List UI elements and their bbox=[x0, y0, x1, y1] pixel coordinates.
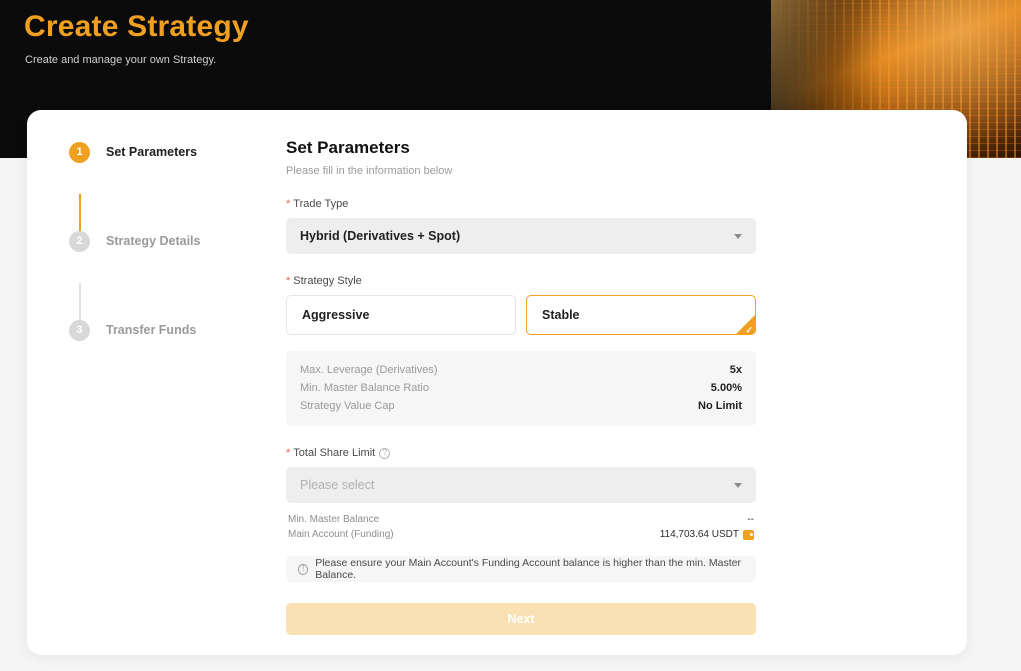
form-title: Set Parameters bbox=[286, 138, 410, 157]
info-row-value: 5.00% bbox=[710, 382, 742, 394]
step-number-badge: 3 bbox=[69, 320, 90, 341]
page-subtitle: Create and manage your own Strategy. bbox=[25, 54, 217, 66]
strategy-style-option-label: Stable bbox=[542, 308, 580, 322]
info-row-key: Max. Leverage (Derivatives) bbox=[300, 364, 438, 376]
balance-row-key: Main Account (Funding) bbox=[288, 529, 394, 540]
page-title bbox=[24, 10, 249, 44]
balance-row-value-wrap bbox=[660, 529, 754, 540]
trade-type-label bbox=[286, 198, 756, 210]
stepper-item-strategy-details[interactable] bbox=[69, 229, 269, 253]
strategy-style-options bbox=[286, 295, 756, 335]
page-title-part1: Create bbox=[24, 10, 128, 43]
next-button[interactable]: Next bbox=[286, 603, 756, 635]
step-number-badge: 1 bbox=[69, 142, 90, 163]
chevron-down-icon bbox=[734, 483, 742, 488]
balance-notice bbox=[286, 556, 756, 582]
strategy-limits-panel bbox=[286, 351, 756, 426]
balance-row-key: Min. Master Balance bbox=[288, 514, 380, 525]
total-share-limit-label bbox=[286, 447, 756, 459]
question-mark-icon[interactable]: ? bbox=[379, 448, 390, 459]
info-row bbox=[300, 379, 742, 397]
wallet-icon[interactable] bbox=[743, 530, 754, 540]
set-parameters-form bbox=[286, 138, 756, 635]
total-share-limit-select[interactable] bbox=[286, 467, 756, 503]
chevron-down-icon bbox=[734, 234, 742, 239]
main-card bbox=[27, 110, 967, 655]
required-asterisk: * bbox=[286, 198, 291, 210]
strategy-style-label bbox=[286, 275, 756, 287]
check-icon: ✓ bbox=[745, 325, 753, 335]
info-circle-icon: ! bbox=[298, 564, 308, 575]
info-row-value: No Limit bbox=[698, 400, 742, 412]
required-asterisk: * bbox=[286, 447, 291, 459]
info-row bbox=[300, 397, 742, 415]
balance-row-value: 114,703.64 USDT bbox=[659, 529, 739, 540]
balance-notice-text: Please ensure your Main Account's Funding Account balance is higher than the min. Master Balance. bbox=[315, 557, 741, 581]
strategy-style-option-label: Aggressive bbox=[302, 308, 370, 322]
total-share-limit-placeholder: Please select bbox=[300, 478, 375, 492]
trade-type-label-text: Trade Type bbox=[293, 198, 349, 210]
step-label: Strategy Details bbox=[106, 234, 201, 248]
stepper bbox=[69, 140, 269, 342]
stepper-item-set-parameters[interactable] bbox=[69, 140, 269, 164]
info-row-key: Min. Master Balance Ratio bbox=[300, 382, 429, 394]
form-subtitle: Please fill in the information below bbox=[286, 165, 453, 177]
info-row-key: Strategy Value Cap bbox=[300, 400, 395, 412]
strategy-style-option-aggressive[interactable] bbox=[286, 295, 516, 335]
stepper-item-transfer-funds[interactable] bbox=[69, 318, 269, 342]
balance-rows bbox=[286, 512, 756, 542]
step-label: Transfer Funds bbox=[106, 323, 197, 337]
balance-row bbox=[286, 527, 756, 542]
strategy-style-option-stable[interactable] bbox=[526, 295, 756, 335]
required-asterisk: * bbox=[286, 275, 291, 287]
step-label: Set Parameters bbox=[106, 145, 198, 159]
info-row bbox=[300, 361, 742, 379]
balance-row bbox=[286, 512, 756, 527]
info-row-value: 5x bbox=[729, 364, 742, 376]
step-number-badge: 2 bbox=[69, 231, 90, 252]
total-share-limit-label-text: Total Share Limit bbox=[293, 447, 376, 459]
trade-type-select[interactable] bbox=[286, 218, 756, 254]
trade-type-value: Hybrid (Derivatives + Spot) bbox=[300, 229, 461, 243]
balance-row-value: -- bbox=[747, 514, 754, 525]
strategy-style-label-text: Strategy Style bbox=[293, 275, 362, 287]
page-title-part2: Strategy bbox=[127, 10, 249, 43]
